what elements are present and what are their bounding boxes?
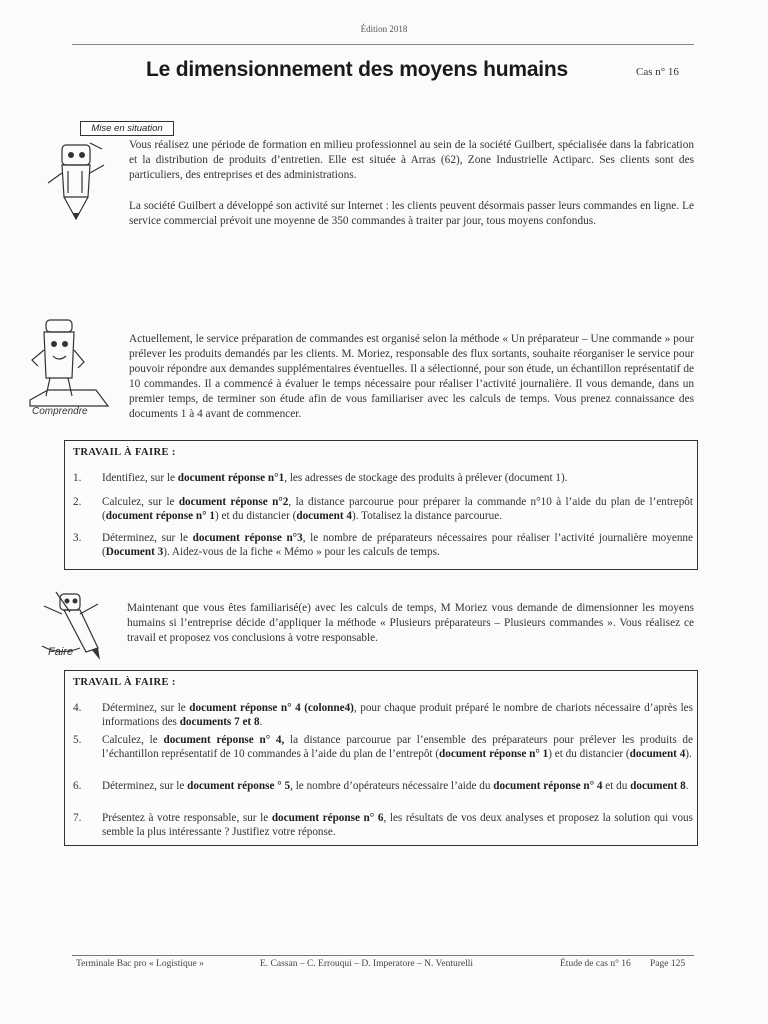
footer-page: Page 125 bbox=[650, 959, 686, 969]
task-item: 4. Déterminez, sur le document réponse n° 4 (colonne4), pour chaque produit préparé le nombre de chariots nécessaire d’après les informations des documents 7 et 8. bbox=[73, 702, 693, 728]
current-method-paragraph: Actuellement, le service préparation de commandes est organisé selon la méthode « Un préparateur – Une commande » pour prélever les produits demandés par les clients. M. Moriez, responsable des flux sortants, souhaite réorganiser le service pour pouvoir répondre aux demandes supplémentaires éventuelles. Il a sélectionné, pour son étude, un échantillon représentatif de 10 commandes. Il a commencé à évaluer le temps nécessaire pour réaliser l’activité journalière. Il vous demande, dans un premier temps, de terminer son étude afin de vous familiariser avec les calculs de temps. Vous prenez connaissance des documents 1 à 4 avant de commencer. bbox=[129, 333, 694, 420]
page-title: Le dimensionnement des moyens humains bbox=[146, 58, 569, 81]
mise-en-situation-label: Mise en situation bbox=[80, 121, 174, 136]
comprendre-label: Comprendre bbox=[32, 406, 88, 417]
task-box-heading: TRAVAIL À FAIRE : bbox=[73, 447, 176, 458]
edition-label: Édition 2018 bbox=[360, 24, 408, 34]
task-box-2 bbox=[64, 670, 698, 846]
case-number: Cas n° 16 bbox=[636, 66, 679, 78]
task-item: 3. Déterminez, sur le document réponse n°3, le nombre de préparateurs nécessaires pour réaliser l’activité journalière moyenne (Document 3). Aidez-vous de la fiche « Mémo » pour les calculs de temps. bbox=[73, 532, 693, 558]
task-item: 2. Calculez, sur le document réponse n°2, la distance parcourue pour préparer la commande n°10 à l’aide du plan de l’entrepôt (document réponse n° 1) et du distancier (document 4). Totalisez la distance parcourue. bbox=[73, 496, 693, 522]
header-divider bbox=[72, 44, 694, 45]
footer-authors: E. Cassan – C. Errouqui – D. Imperatore – N. Venturelli bbox=[260, 959, 474, 969]
task-item: 6. Déterminez, sur le document réponse ° 5, le nombre d’opérateurs nécessaire l’aide du document réponse n° 4 et du document 8. bbox=[73, 780, 689, 792]
task-item: 5. Calculez, le document réponse n° 4, la distance parcourue par l’ensemble des préparateurs pour prélever les produits de l’échantillon représentatif de 10 commandes à l’aide du plan de l’entrepôt (document réponse n° 1) et du distancier (document 4). bbox=[73, 734, 693, 760]
new-method-paragraph: Maintenant que vous êtes familiarisé(e) avec les calculs de temps, M Moriez vous demande de dimensionner les moyens humains si l’entreprise décide d’appliquer la méthode « Plusieurs préparateurs – Plusieurs commandes ». Vous réalisez ce travail et proposez vos conclusions à votre responsable. bbox=[127, 602, 694, 644]
task-item: 1. Identifiez, sur le document réponse n°1, les adresses de stockage des produits à prélever (document 1). bbox=[73, 472, 568, 484]
pencil-mascot-icon bbox=[28, 316, 118, 416]
footer-course: Terminale Bac pro « Logistique » bbox=[76, 959, 204, 969]
faire-label: Faire bbox=[48, 646, 74, 658]
pencil-mascot-icon bbox=[42, 135, 120, 225]
task-box-heading: TRAVAIL À FAIRE : bbox=[73, 677, 176, 688]
context-paragraph: La société Guilbert a développé son activité sur Internet : les clients peuvent désormais passer leurs commandes en ligne. Le service commercial prévoit une moyenne de 350 commandes à traiter par jour, tous moyens confondus. bbox=[129, 200, 694, 227]
footer-case: Étude de cas n° 16 bbox=[560, 959, 631, 969]
footer-divider bbox=[72, 955, 694, 956]
task-item: 7. Présentez à votre responsable, sur le document réponse n° 6, les résultats de vos deux analyses et proposez la solution qui vous semble la plus intéressante ? Justifiez votre réponse. bbox=[73, 812, 693, 838]
task-box-1 bbox=[64, 440, 698, 570]
intro-paragraph: Vous réalisez une période de formation en milieu professionnel au sein de la société Guilbert, spécialisée dans la fabrication et la distribution de produits d’entretien. Elle est située à Arras (62), Zone Industrielle Actiparc. Ses clients sont des particuliers, des entreprises et des administrations. bbox=[129, 139, 694, 181]
